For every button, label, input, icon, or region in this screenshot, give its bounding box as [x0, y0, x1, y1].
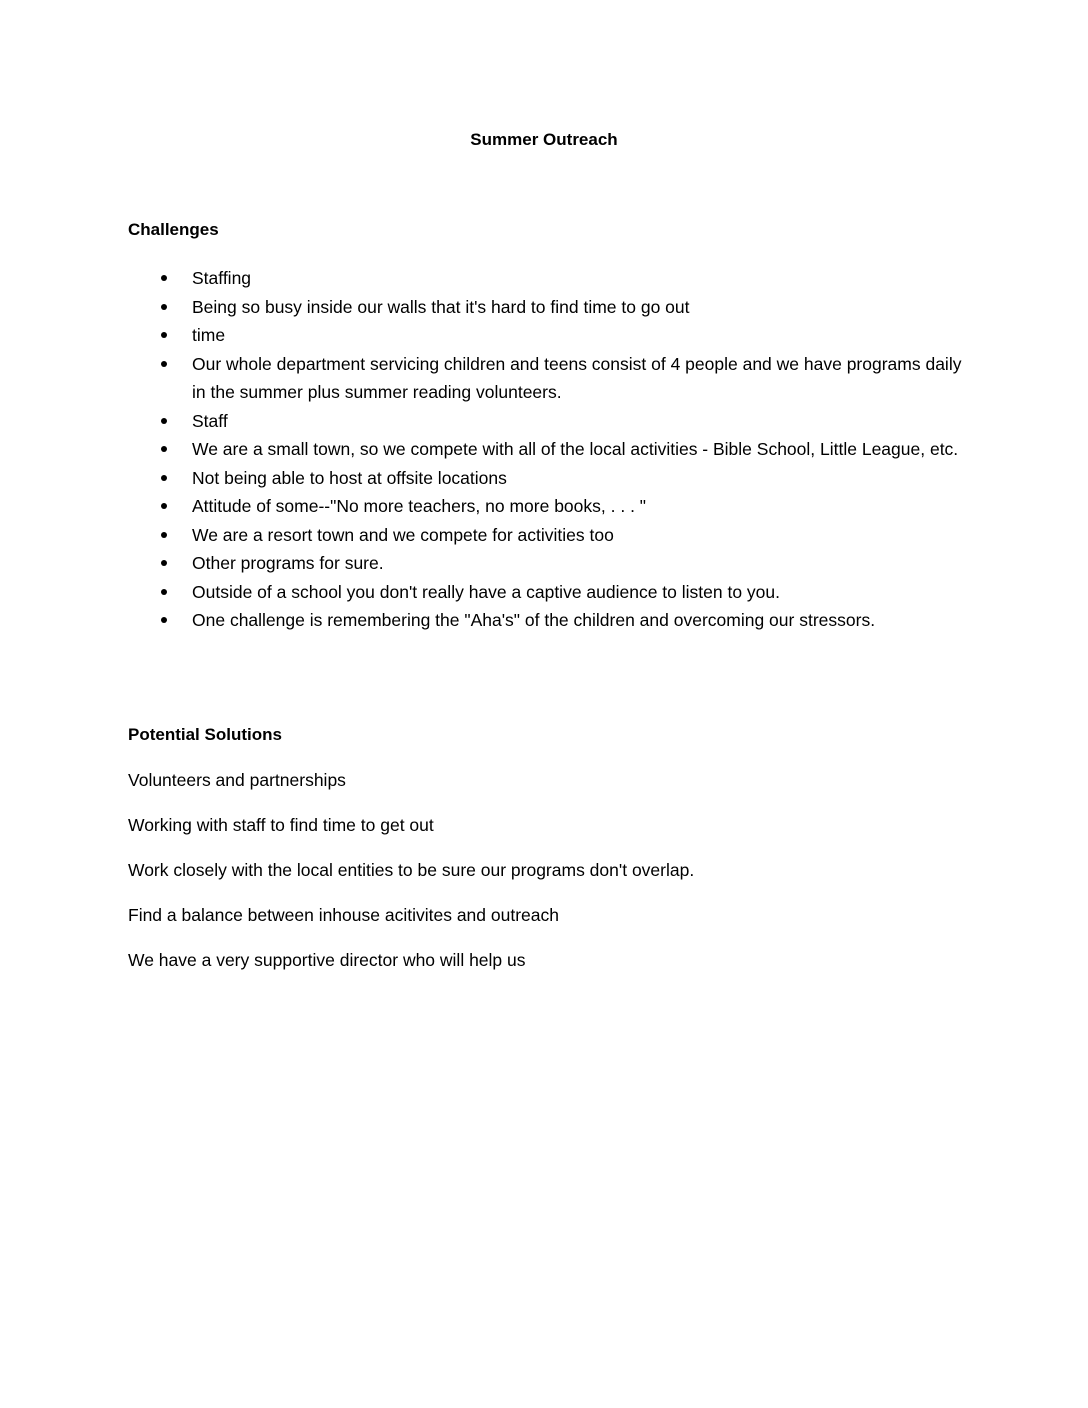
bullet-icon — [161, 275, 167, 281]
bullet-icon — [161, 560, 167, 566]
challenge-item — [128, 435, 968, 464]
challenge-item — [128, 350, 968, 407]
bullet-icon — [161, 446, 167, 452]
bullet-icon — [161, 332, 167, 338]
challenge-item — [128, 407, 968, 436]
challenge-item — [128, 464, 968, 493]
challenge-item — [128, 264, 968, 293]
challenge-text: We are a small town, so we compete with all of the local activities - Bible School, Little League, etc. — [192, 439, 959, 459]
challenges-list — [128, 264, 968, 635]
solution-item: Work closely with the local entities to be sure our programs don't overlap. — [128, 860, 695, 880]
solution-item: Working with staff to find time to get out — [128, 815, 434, 835]
challenge-item — [128, 492, 968, 521]
solution-item: Find a balance between inhouse acitivites and outreach — [128, 905, 559, 925]
solution-item: Volunteers and partnerships — [128, 770, 346, 790]
bullet-icon — [161, 361, 167, 367]
challenge-text: Being so busy inside our walls that it's hard to find time to go out — [192, 296, 690, 317]
bullet-icon — [161, 532, 167, 538]
challenge-item — [128, 321, 968, 350]
challenge-text: We are a resort town and we compete for activities too — [192, 524, 614, 545]
solution-item: We have a very supportive director who will help us — [128, 950, 526, 970]
bullet-icon — [161, 475, 167, 481]
challenge-item — [128, 293, 968, 322]
bullet-icon — [161, 589, 167, 595]
document-title: Summer Outreach — [470, 130, 618, 149]
bullet-icon — [161, 617, 167, 623]
challenge-item — [128, 521, 968, 550]
challenge-text: Not being able to host at offsite locations — [192, 467, 507, 488]
challenge-text: Staff — [192, 410, 228, 431]
challenge-text: Our whole department servicing children and teens consist of 4 people and we have programs daily in the summer plus summer reading volunteers. — [192, 353, 962, 402]
challenge-item — [128, 549, 968, 578]
challenge-item — [128, 578, 968, 607]
solutions-list — [128, 769, 968, 994]
challenges-heading: Challenges — [128, 220, 219, 239]
challenge-text: time — [192, 325, 226, 345]
challenge-text: One challenge is remembering the "Aha's" of the children and overcoming our stressors. — [192, 610, 876, 630]
solutions-heading: Potential Solutions — [128, 725, 282, 744]
bullet-icon — [161, 304, 167, 310]
challenge-text: Other programs for sure. — [192, 553, 384, 573]
bullet-icon — [161, 418, 167, 424]
challenge-text: Outside of a school you don't really have a captive audience to listen to you. — [192, 581, 781, 602]
challenge-item — [128, 606, 968, 635]
challenge-text: Attitude of some--"No more teachers, no more books, . . . " — [192, 496, 647, 516]
bullet-icon — [161, 503, 167, 509]
challenge-text: Staffing — [192, 268, 252, 288]
